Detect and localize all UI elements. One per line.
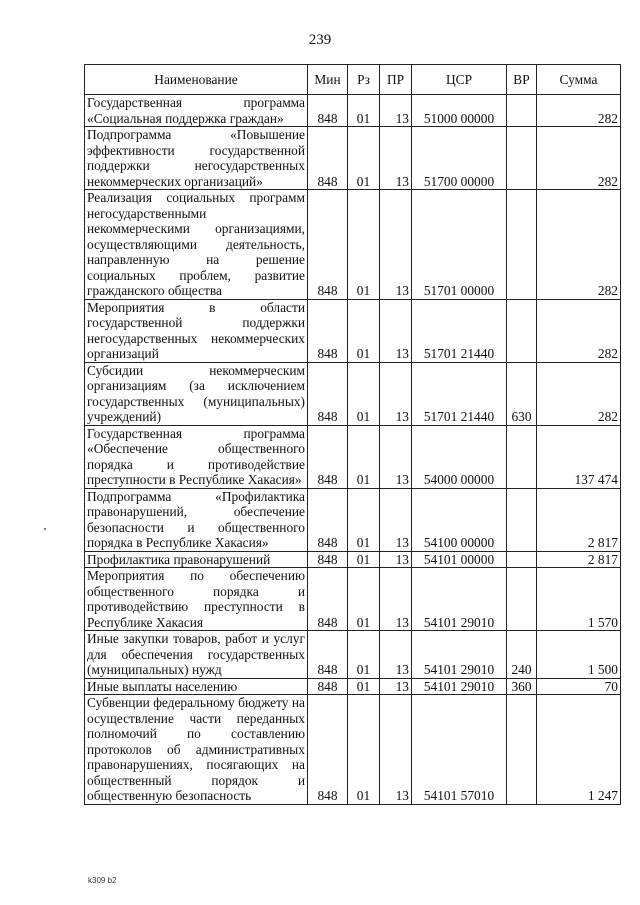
row-min: 848: [308, 299, 348, 362]
row-pr: 13: [380, 551, 412, 568]
table-row: [85, 678, 621, 695]
row-sum: 282: [537, 95, 621, 127]
row-sum: 1 247: [537, 695, 621, 805]
row-sum: 282: [537, 190, 621, 300]
row-name: Профилактика правонарушений: [85, 551, 308, 568]
row-csr: 54100 00000: [412, 488, 507, 551]
row-min: 848: [308, 127, 348, 190]
row-pr: 13: [380, 362, 412, 425]
table-row: [85, 299, 621, 362]
row-pr: 13: [380, 425, 412, 488]
row-csr: 54101 57010: [412, 695, 507, 805]
header-name: Наименование: [85, 65, 308, 95]
table-row: [85, 95, 621, 127]
row-sum: 1 500: [537, 631, 621, 679]
row-sum: 1 570: [537, 568, 621, 631]
page-footer-code: k309 b2: [88, 876, 117, 885]
row-min: 848: [308, 695, 348, 805]
table-row: [85, 488, 621, 551]
table-row: [85, 190, 621, 300]
row-pr: 13: [380, 568, 412, 631]
table-row: [85, 425, 621, 488]
row-vr: [507, 551, 537, 568]
row-vr: [507, 488, 537, 551]
row-min: 848: [308, 631, 348, 679]
row-min: 848: [308, 362, 348, 425]
table-header-row: [85, 65, 621, 95]
row-pr: 13: [380, 678, 412, 695]
row-name: Иные закупки товаров, работ и услуг для обеспечения государственных (муниципальных) нужд: [85, 631, 308, 679]
row-rz: 01: [348, 127, 380, 190]
row-csr: 54101 29010: [412, 678, 507, 695]
row-name: Мероприятия в области государственной поддержки негосударственных некоммерческих организаций: [85, 299, 308, 362]
row-name: Подпрограмма «Профилактика правонарушений, обеспечение безопасности и общественного порядка в Республике Хакасия»: [85, 488, 308, 551]
row-csr: 54000 00000: [412, 425, 507, 488]
row-rz: 01: [348, 425, 380, 488]
page-number: 239: [308, 32, 332, 48]
row-vr: [507, 190, 537, 300]
table-row: [85, 127, 621, 190]
table-row: [85, 631, 621, 679]
row-csr: 51701 00000: [412, 190, 507, 300]
row-csr: 51000 00000: [412, 95, 507, 127]
row-rz: 01: [348, 678, 380, 695]
row-vr: [507, 299, 537, 362]
row-sum: 2 817: [537, 488, 621, 551]
row-pr: 13: [380, 95, 412, 127]
row-csr: 51701 21440: [412, 299, 507, 362]
row-name: Мероприятия по обеспечению общественного порядка и противодействию преступности в Республике Хакасия: [85, 568, 308, 631]
header-pr: ПР: [380, 65, 412, 95]
row-vr: [507, 425, 537, 488]
header-min: Мин: [308, 65, 348, 95]
table-row: [85, 568, 621, 631]
header-sum: Сумма: [537, 65, 621, 95]
row-min: 848: [308, 568, 348, 631]
row-csr: 51701 21440: [412, 362, 507, 425]
row-min: 848: [308, 190, 348, 300]
row-csr: 54101 00000: [412, 551, 507, 568]
row-min: 848: [308, 425, 348, 488]
row-sum: 2 817: [537, 551, 621, 568]
row-sum: 70: [537, 678, 621, 695]
row-pr: 13: [380, 488, 412, 551]
row-vr: [507, 568, 537, 631]
row-vr: 630: [507, 362, 537, 425]
row-name: Государственная программа «Социальная поддержка граждан»: [85, 95, 308, 127]
row-vr: 240: [507, 631, 537, 679]
row-name: Государственная программа «Обеспечение общественного порядка и противодействие преступности в Республике Хакасия»: [85, 425, 308, 488]
row-min: 848: [308, 678, 348, 695]
row-rz: 01: [348, 568, 380, 631]
row-name: Подпрограмма «Повышение эффективности государственной поддержки негосударственных некоммерческих организаций»: [85, 127, 308, 190]
row-name: Субвенции федеральному бюджету на осуществление части переданных полномочий по составлению протоколов об административных правонарушениях, посягающих на общественный порядок и общественную безопасность: [85, 695, 308, 805]
row-min: 848: [308, 551, 348, 568]
row-csr: 54101 29010: [412, 568, 507, 631]
row-pr: 13: [380, 299, 412, 362]
row-sum: 137 474: [537, 425, 621, 488]
row-sum: 282: [537, 127, 621, 190]
row-csr: 51700 00000: [412, 127, 507, 190]
header-rz: Рз: [348, 65, 380, 95]
row-vr: [507, 127, 537, 190]
table-row: [85, 551, 621, 568]
row-min: 848: [308, 95, 348, 127]
scan-speck: [44, 528, 46, 530]
row-rz: 01: [348, 695, 380, 805]
row-rz: 01: [348, 551, 380, 568]
table-row: [85, 362, 621, 425]
row-pr: 13: [380, 631, 412, 679]
row-vr: 360: [507, 678, 537, 695]
row-sum: 282: [537, 299, 621, 362]
budget-table: [84, 64, 621, 805]
row-min: 848: [308, 488, 348, 551]
row-rz: 01: [348, 95, 380, 127]
row-csr: 54101 29010: [412, 631, 507, 679]
row-name: Субсидии некоммерческим организациям (за исключением государственных (муниципальных) учреждений): [85, 362, 308, 425]
header-csr: ЦСР: [412, 65, 507, 95]
row-name: Реализация социальных программ негосударственными некоммерческими организациями, осуществляющими деятельность, направленную на решение социальных проблем, развитие гражданского общества: [85, 190, 308, 300]
row-vr: [507, 695, 537, 805]
row-sum: 282: [537, 362, 621, 425]
row-rz: 01: [348, 631, 380, 679]
row-rz: 01: [348, 362, 380, 425]
row-name: Иные выплаты населению: [85, 678, 308, 695]
row-rz: 01: [348, 488, 380, 551]
row-pr: 13: [380, 127, 412, 190]
row-pr: 13: [380, 190, 412, 300]
table-row: [85, 695, 621, 805]
header-vr: ВР: [507, 65, 537, 95]
row-vr: [507, 95, 537, 127]
row-rz: 01: [348, 299, 380, 362]
row-rz: 01: [348, 190, 380, 300]
row-pr: 13: [380, 695, 412, 805]
